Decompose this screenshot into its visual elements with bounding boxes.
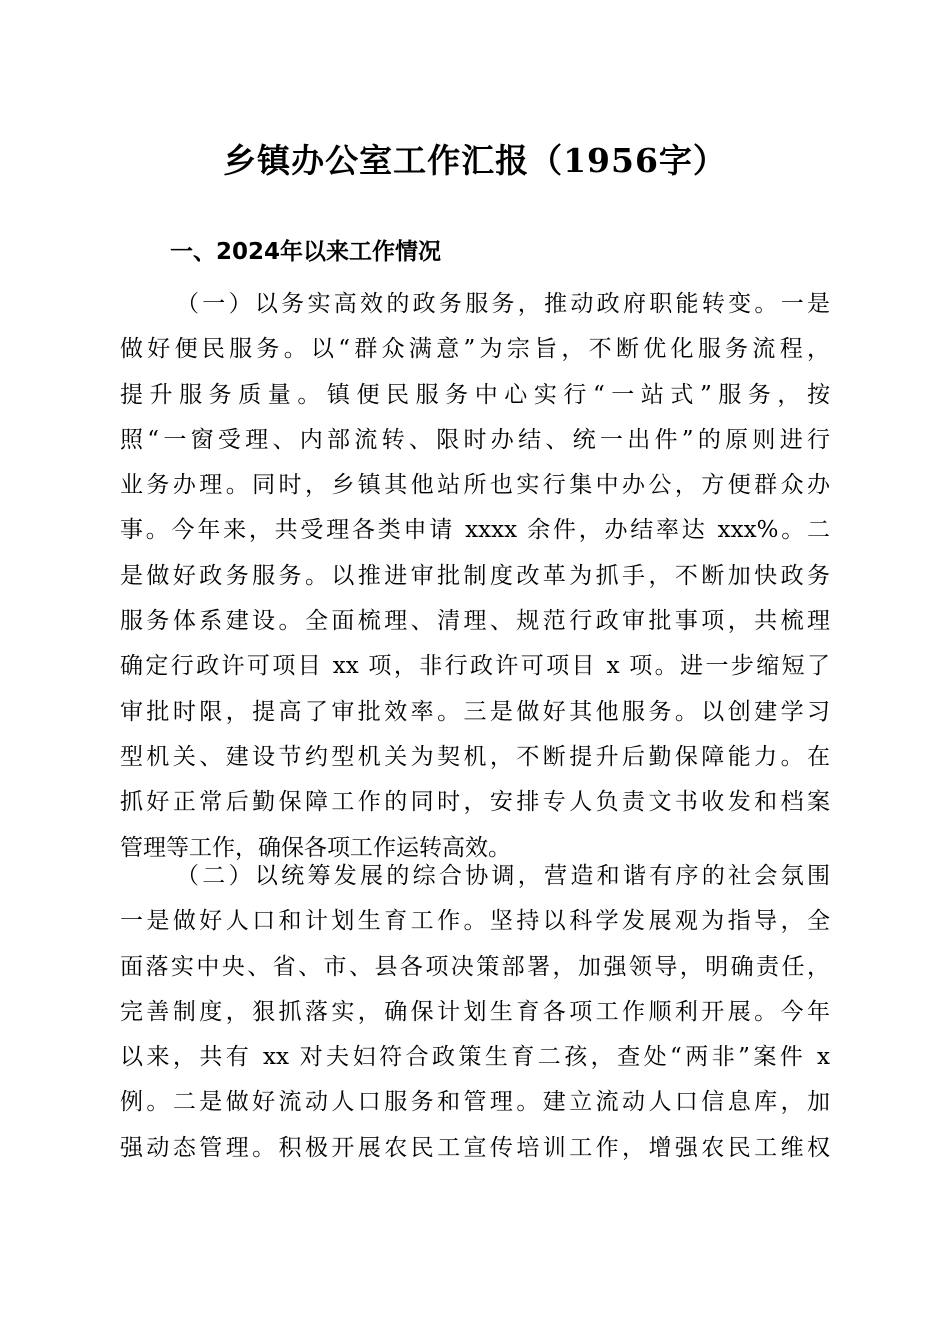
paragraph-1 [120,282,830,871]
document-title: 乡镇办公室工作汇报（1956字） [223,141,727,180]
paragraph-line: 一是做好人口和计划生育工作。坚持以科学发展观为指导，全 [120,908,830,935]
paragraph-line: 面落实中央、省、市、县各项决策部署，加强领导，明确责任， [120,953,830,980]
paragraph-line: 业务办理。同时，乡镇其他站所也实行集中办公，方便群众办 [120,472,830,499]
paragraph-line: （一）以务实高效的政务服务，推动政府职能转变。一是 [176,291,830,317]
paragraph-2 [120,854,830,1171]
section-heading: 一、2024年以来工作情况 [170,239,442,265]
paragraph-line: 审批时限，提高了审批效率。三是做好其他服务。以创建学习 [120,698,830,725]
paragraph-line: 做好便民服务。以“群众满意”为宗旨，不断优化服务流程， [120,336,830,363]
paragraph-line: 确定行政许可项目 xx 项，非行政许可项目 x 项。进一步缩短了 [120,653,830,680]
paragraph-line: 强动态管理。积极开展农民工宣传培训工作，增强农民工维权 [120,1134,830,1161]
paragraph-line: 完善制度，狠抓落实，确保计划生育各项工作顺利开展。今年 [120,998,830,1025]
paragraph-line: 以来，共有 xx 对夫妇符合政策生育二孩，查处“两非”案件 x [120,1044,830,1071]
paragraph-line: 服务体系建设。全面梳理、清理、规范行政审批事项，共梳理 [120,608,830,635]
paragraph-line: 是做好政务服务。以推进审批制度改革为抓手，不断加快政务 [120,562,830,589]
paragraph-line: 抓好正常后勤保障工作的同时，安排专人负责文书收发和档案 [120,789,830,816]
paragraph-line: 提升服务质量。镇便民服务中心实行“一站式”服务，按 [120,381,830,408]
paragraph-line: 型机关、建设节约型机关为契机，不断提升后勤保障能力。在 [120,743,830,770]
paragraph-line: 事。今年来，共受理各类申请 xxxx 余件，办结率达 xxx%。二 [120,517,830,544]
paragraph-line: 例。二是做好流动人口服务和管理。建立流动人口信息库，加 [120,1089,830,1116]
paragraph-line: 照“一窗受理、内部流转、限时办结、统一出件”的原则进行 [120,426,830,453]
paragraph-line: （二）以统筹发展的综合协调，营造和谐有序的社会氛围 [176,863,830,889]
paragraph-line: 管理等工作，确保各项工作运转高效。 [120,834,511,861]
